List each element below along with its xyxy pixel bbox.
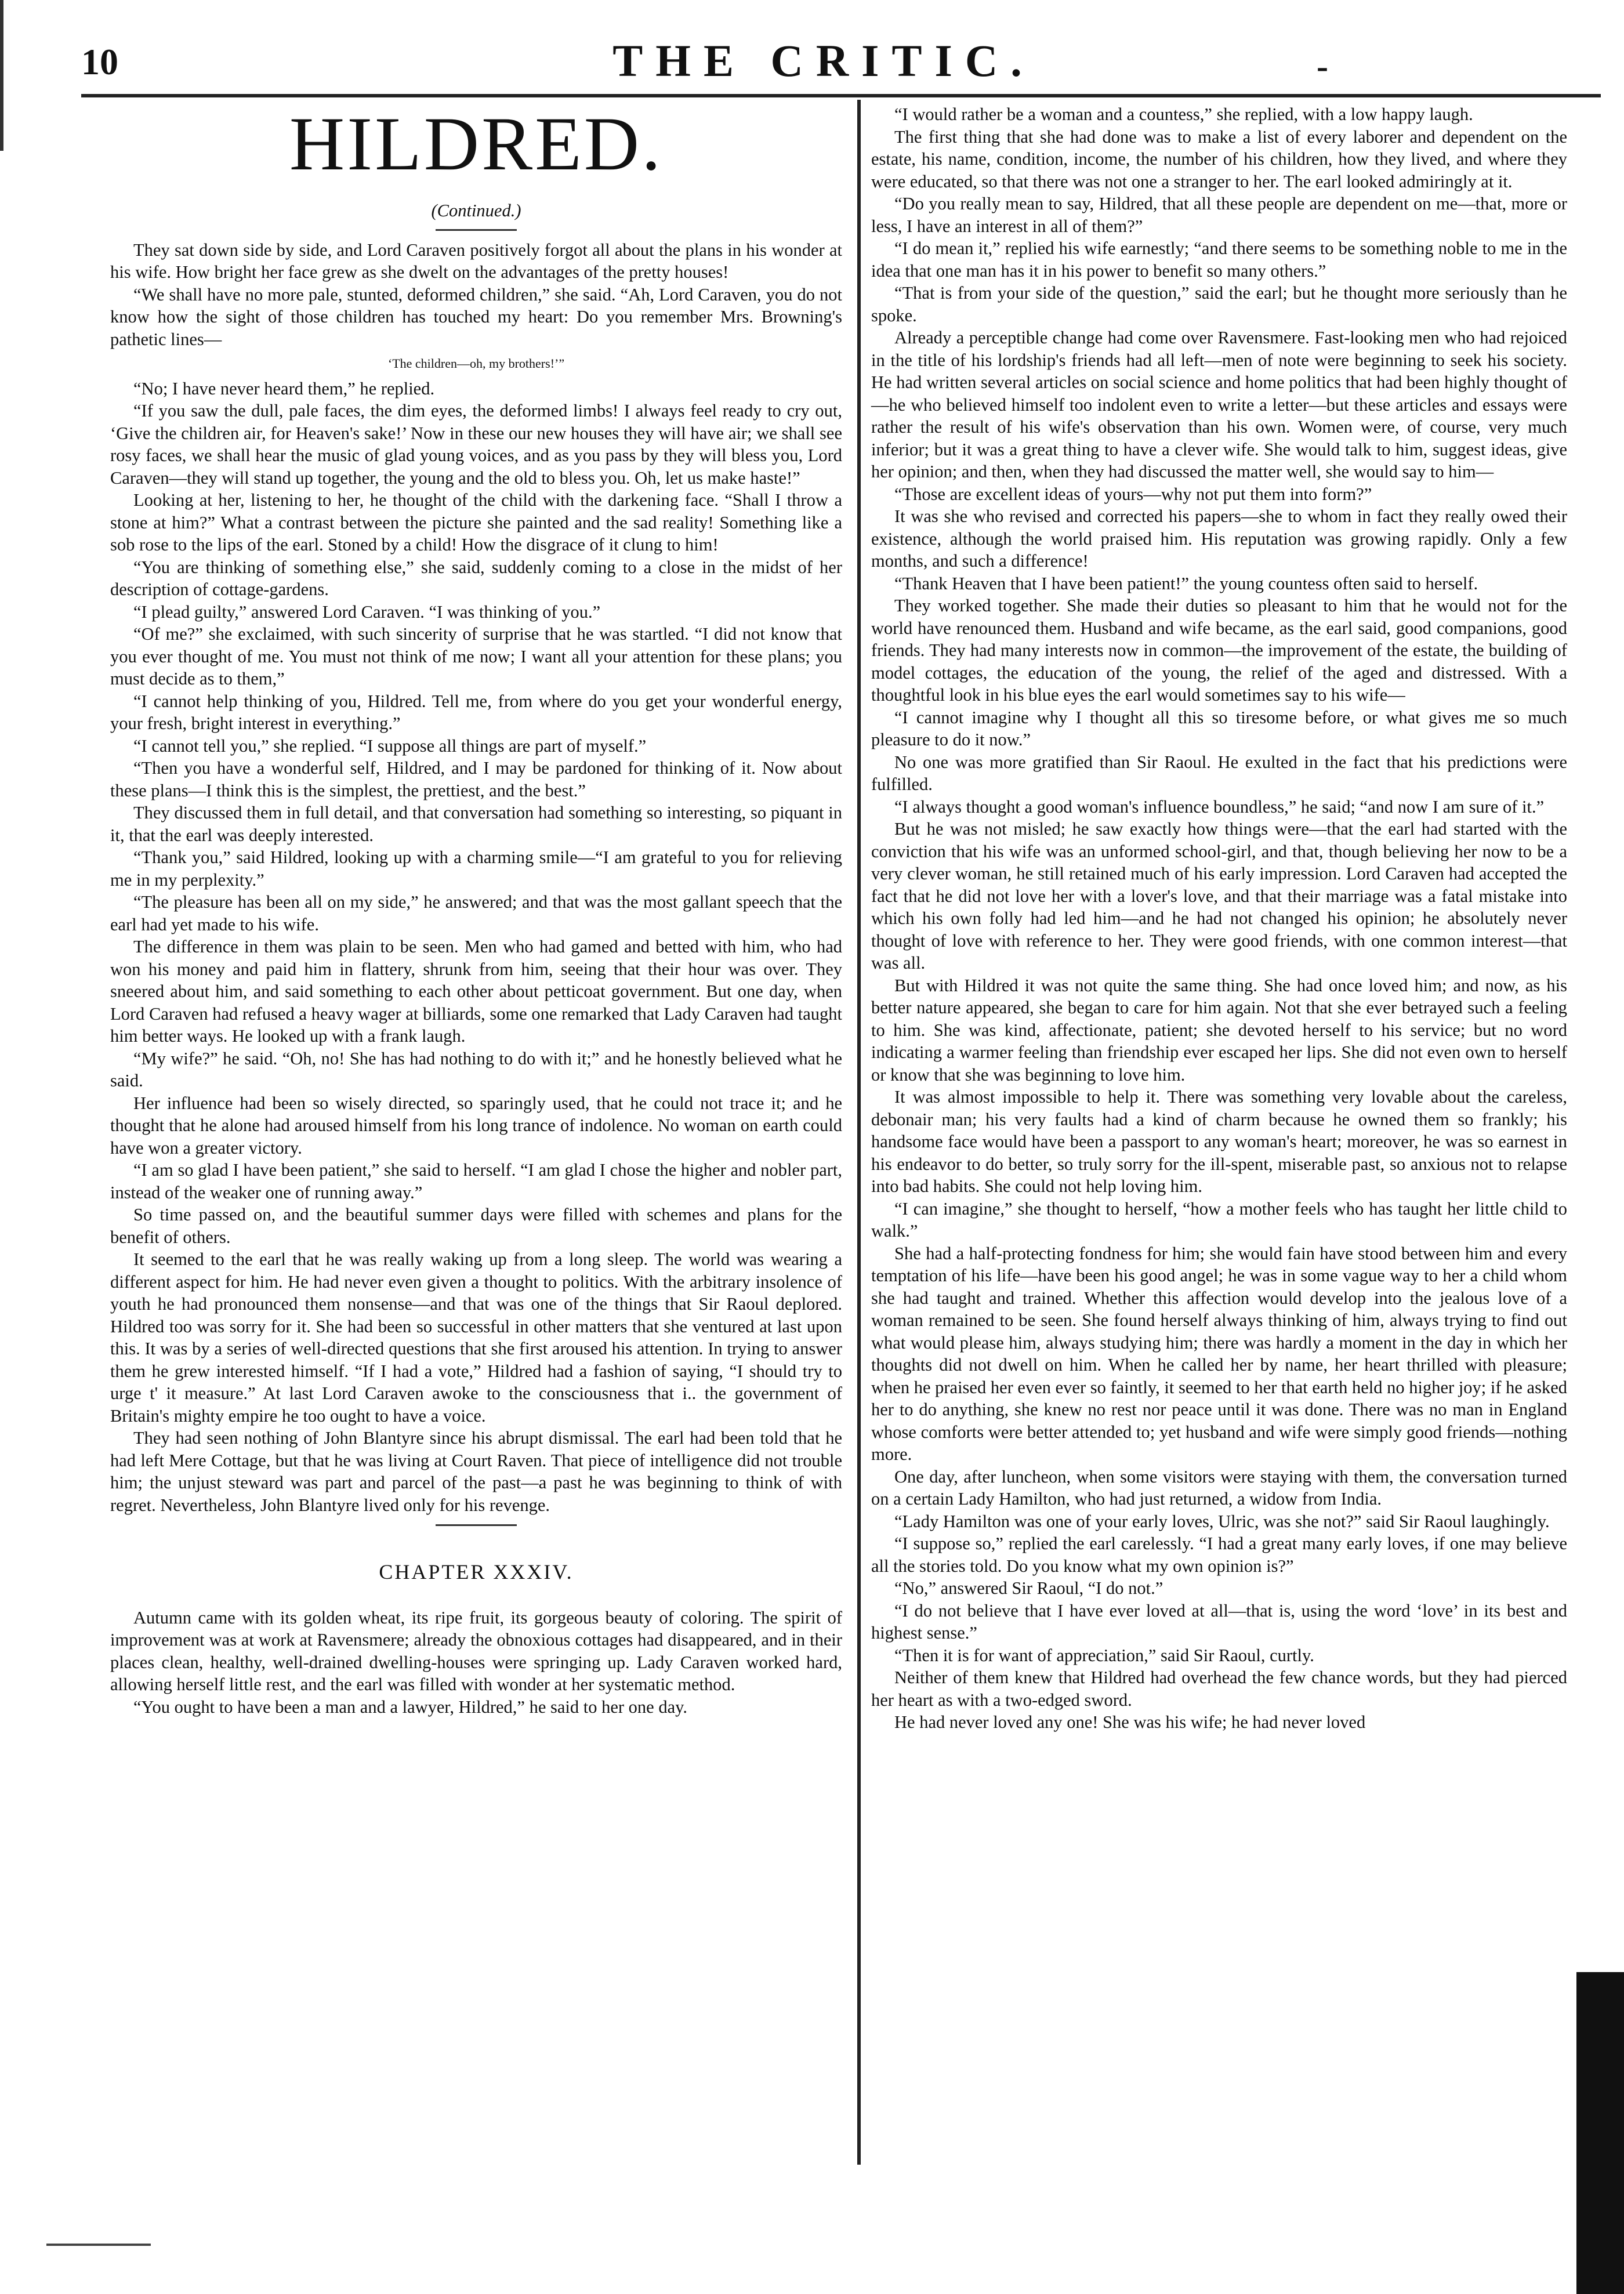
paragraph: “Lady Hamilton was one of your early loves, Ulric, was she not?” said Sir Raoul laughingly. — [894, 1511, 1550, 1531]
paragraph: It was she who revised and corrected his papers—she to whom in fact they really owed their existence, although the world praised him. His reputation was growing rapidly. Only a few months, and such a difference! — [871, 506, 1567, 571]
binding-shadow — [1576, 1972, 1624, 2294]
paragraph: But he was not misled; he saw exactly how things were—that the earl had started with the conviction that his wife was an unformed school-girl, and that, though believing her now to be a very clever woman, he still retained much of his early impression. Lord Caraven had accepted the fact that he did not love her with a lover's love, and that their marriage was a fatal mistake into which his own folly had led him—and he had not changed his opinion; he absolutely never thought of love with reference to her. They were good friends, with one common interest—that was all. — [871, 819, 1567, 973]
paragraph: They discussed them in full detail, and that conversation had something so interesting, so piquant in it, that the earl was deeply interested. — [110, 803, 842, 845]
paragraph: “Thank you,” said Hildred, looking up with a charming smile—“I am grateful to you for relieving me in my perplexity.” — [110, 847, 842, 890]
continued-label: (Continued.) — [431, 201, 521, 220]
paragraph: “I am so glad I have been patient,” she said to herself. “I am glad I chose the higher and nobler part, instead of the weaker one of running away.” — [110, 1160, 842, 1202]
paragraph: “No; I have never heard them,” he replied. — [133, 378, 435, 398]
paragraph: “Then you have a wonderful self, Hildred, and I may be pardoned for thinking of it. Now about these plans—I think this is the simplest, the prettiest, and the best.” — [110, 758, 842, 800]
paragraph: “Do you really mean to say, Hildred, that all these people are dependent on me—that, more or less, I have an interest in all of them?” — [871, 194, 1567, 236]
paragraph: They worked together. She made their duties so pleasant to him that he would not for the world have renounced them. Husband and wife became, as the earl said, good companions, good friends. They had many interests now in common—the improvement of the estate, the building of model cottages, the education of the young, the relief of the aged and distressed. With a thoughtful look in his blue eyes the earl would sometimes say to his wife— — [871, 596, 1567, 705]
paragraph: It seemed to the earl that he was really waking up from a long sleep. The world was wearing a different aspect for him. He had never even given a thought to politics. With the arbitrary insolence of youth he had pronounced them nonsense—and that was one of the things that Sir Raoul deplored. Hildred too was sorry for it. She had been so successful in other matters that she ventured at last upon this. It was by a series of well-directed questions that she first aroused his attention. In trying to answer them he grew interested himself. “If I had a vote,” Hildred had a fashion of saying, “I should try to urge t' it measure.” At last Lord Caraven awoke to the consciousness that i.. the government of Britain's mighty empire he too ought to have a voice. — [110, 1249, 842, 1426]
paragraph: “I cannot help thinking of you, Hildred. Tell me, from where do you get your wonderful energy, your fresh, bright interest in everything.” — [110, 691, 842, 733]
paragraph: “I plead guilty,” answered Lord Caraven. “I was thinking of you.” — [133, 601, 601, 622]
story-title: HILDRED. — [289, 101, 664, 186]
running-header — [81, 29, 1566, 93]
paragraph: It was almost impossible to help it. There was something very lovable about the careless, debonair man; his very faults had a kind of charm because he owned them so frankly; his handsome face would have been a passport to any woman's heart; moreover, he was so earnest in his endeavor to do better, so truly sorry for the ill-spent, miserable past, so anxious not to relapse into bad habits. She could not help loving him. — [871, 1087, 1567, 1196]
section-rule — [436, 1524, 517, 1526]
paragraph: “I can imagine,” she thought to herself, “how a mother feels who has taught her little child to walk.” — [871, 1198, 1567, 1241]
title-rule — [436, 229, 517, 231]
paragraph: “I suppose so,” replied the earl carelessly. “I had a great many early loves, if one may believe all the stories told. Do you know what my own opinion is?” — [871, 1534, 1567, 1576]
paragraph: Her influence had been so wisely directed, so sparingly used, that he could not trace it; and he thought that he alone had aroused himself from his long trance of indolence. No woman on earth could have won a greater victory. — [110, 1093, 842, 1158]
paragraph: Already a perceptible change had come over Ravensmere. Fast-looking men who had rejoiced in the title of his lordship's friends had all left—men of note were beginning to seek his society. He had written several articles on social science and home politics that had been highly thought of—he who believed himself too indolent even to write a letter—but these articles and essays were rather the result of his wife's observation than his own. Women were, of course, very much inferior; but it was a great thing to have a clever wife. She would talk to him, suggest ideas, give her opinion; and then, when they had discussed the matter well, she would say to him— — [871, 328, 1567, 481]
column-rule — [857, 100, 861, 2165]
paragraph: “Those are excellent ideas of yours—why not put them into form?” — [894, 484, 1372, 504]
paragraph: “That is from your side of the question,” said the earl; but he thought more seriously than he spoke. — [871, 283, 1567, 325]
paragraph: “Thank Heaven that I have been patient!” the young countess often said to herself. — [894, 573, 1478, 593]
paragraph: Neither of them knew that Hildred had overhead the few chance words, but they had pierced her heart as with a two-edged sword. — [871, 1668, 1567, 1710]
paragraph: “I do not believe that I have ever loved at all—that is, using the word ‘love’ in its best and highest sense.” — [871, 1600, 1567, 1643]
paragraph: “Of me?” she exclaimed, with such sincerity of surprise that he was startled. “I did not know that you ever thought of me. You must not think of me now; I want all your attention for these plans; you must decide as to them,” — [110, 624, 842, 688]
paragraph: But with Hildred it was not quite the same thing. She had once loved him; and now, as his better nature appeared, she began to care for him again. Not that she ever betrayed such a feeling to him. She was kind, affectionate, patient; she devoted herself to his service; but no word indicating a warmer feeling than friendship ever escaped her lips. She did not even own to herself or know that she was beginning to love him. — [871, 975, 1567, 1085]
chapter-heading: CHAPTER XXXIV. — [379, 1560, 574, 1583]
paragraph: Looking at her, listening to her, he thought of the child with the darkening face. “Shall I throw a stone at him?” What a contrast between the picture she painted and the sad reality! Something like a sob rose to the lips of the earl. Stoned by a child! How the disgrace of it clung to him! — [110, 490, 842, 555]
paragraph: “You are thinking of something else,” she said, suddenly coming to a close in the midst of her description of cottage-gardens. — [110, 557, 842, 599]
paragraph: She had a half-protecting fondness for him; she would fain have stood between him and every temptation of his life—have been his good angel; he was in some vague way to her a child whom she had taught and trained. Whether this affection would develop into the jealous love of a woman remained to be seen. She found herself always thinking of him, always trying to find out what would please him, always studying him; there was hardly a moment in the day in which her thoughts did not dwell on him. When he called her by name, her heart thrilled with pleasure; when he praised her even ever so faintly, it seemed to her that earth held no higher joy; if he asked her to do anything, she knew no rest nor peace until it was done. There was no man in England whose comforts were better attended to; yet husband and wife were simply good friends—nothing more. — [871, 1243, 1567, 1464]
paragraph: The difference in them was plain to be seen. Men who had gamed and betted with him, who had won his money and paid him in flattery, shrunk from him, seeing that their hour was over. They sneered about him, and said something to each other about petticoat government. But one day, when Lord Caraven had refused a heavy wager at billiards, some one remarked that Lady Caraven had taught him better ways. He looked up with a frank laugh. — [110, 937, 842, 1046]
paragraph: One day, after luncheon, when some visitors were staying with them, the conversation turned on a certain Lady Hamilton, who had just returned, a widow from India. — [871, 1466, 1567, 1509]
paragraph: He had never loved any one! She was his wife; he had never loved — [894, 1712, 1366, 1732]
header-dash: - — [1317, 47, 1328, 85]
paragraph: “We shall have no more pale, stunted, deformed children,” she said. “Ah, Lord Caraven, you do not know how the sight of those children has touched my heart: Do you remember Mrs. Browning's pathetic lines— — [110, 284, 842, 349]
right-column — [871, 103, 1567, 1734]
paragraph: “My wife?” he said. “Oh, no! She has had nothing to do with it;” and he honestly believed what he said. — [110, 1048, 842, 1090]
header-rule — [81, 94, 1601, 97]
paragraph: The first thing that she had done was to make a list of every laborer and dependent on the estate, his name, condition, income, the number of his children, how they lived, and where they were educated, so that there was not one a stranger to her. The earl looked admiringly at it. — [871, 126, 1567, 191]
paragraph: No one was more gratified than Sir Raoul. He exulted in the fact that his predictions were fulfilled. — [871, 752, 1567, 794]
paragraph: “I cannot tell you,” she replied. “I suppose all things are part of myself.” — [133, 735, 647, 756]
verse-quote: ‘The children—oh, my brothers!’” — [387, 356, 565, 371]
page-edge-mark — [0, 0, 3, 151]
paragraph: “I would rather be a woman and a countess,” she replied, with a low happy laugh. — [894, 104, 1473, 124]
paragraph: “I cannot imagine why I thought all this so tiresome before, or what gives me so much pleasure to do it now.” — [871, 707, 1567, 749]
paragraph: Autumn came with its golden wheat, its ripe fruit, its gorgeous beauty of coloring. The spirit of improvement was at work at Ravensmere; already the obnoxious cottages had disappeared, and in their places clean, healthy, well-drained dwelling-houses were springing up. Lady Caraven worked hard, allowing herself little rest, and the earl was filled with wonder at her systematic method. — [110, 1607, 842, 1694]
paragraph: So time passed on, and the beautiful summer days were filled with schemes and plans for the benefit of others. — [110, 1205, 842, 1247]
paragraph: They had seen nothing of John Blantyre since his abrupt dismissal. The earl had been told that he had left Mere Cottage, but that he was living at Court Raven. That piece of intelligence did not trouble him; the unjust steward was part and parcel of the past—a past he was beginning to think of with regret. Nevertheless, John Blantyre lived only for his revenge. — [110, 1428, 842, 1515]
paragraph: “You ought to have been a man and a lawyer, Hildred,” he said to her one day. — [133, 1697, 688, 1717]
paragraph: “The pleasure has been all on my side,” he answered; and that was the most gallant speech that the earl had yet made to his wife. — [110, 892, 842, 934]
paragraph: “No,” answered Sir Raoul, “I do not.” — [894, 1578, 1163, 1598]
page-number: 10 — [81, 41, 118, 82]
footer-rule — [46, 2244, 151, 2246]
paragraph: “I always thought a good woman's influence boundless,” he said; “and now I am sure of it.” — [894, 796, 1545, 817]
publication-title: THE CRITIC. — [612, 35, 1035, 86]
paragraph: They sat down side by side, and Lord Caraven positively forgot all about the plans in his wonder at his wife. How bright her face grew as she dwelt on the advantages of the pretty houses! — [110, 240, 842, 282]
paragraph: “I do mean it,” replied his wife earnestly; “and there seems to be something noble to me in the idea that one man has it in his power to benefit so many others.” — [871, 238, 1567, 281]
paragraph: “Then it is for want of appreciation,” said Sir Raoul, curtly. — [894, 1645, 1314, 1665]
paragraph: “If you saw the dull, pale faces, the dim eyes, the deformed limbs! I always feel ready to cry out, ‘Give the children air, for Heaven's sake!’ Now in these our new houses they will have air; we shall see rosy faces, we shall hear the music of glad young voices, and as you pass by they will bless you, Lord Caraven—they will stand up together, the young and the old to bless you. Oh, let us make haste!” — [110, 401, 842, 488]
left-column — [110, 103, 842, 1718]
